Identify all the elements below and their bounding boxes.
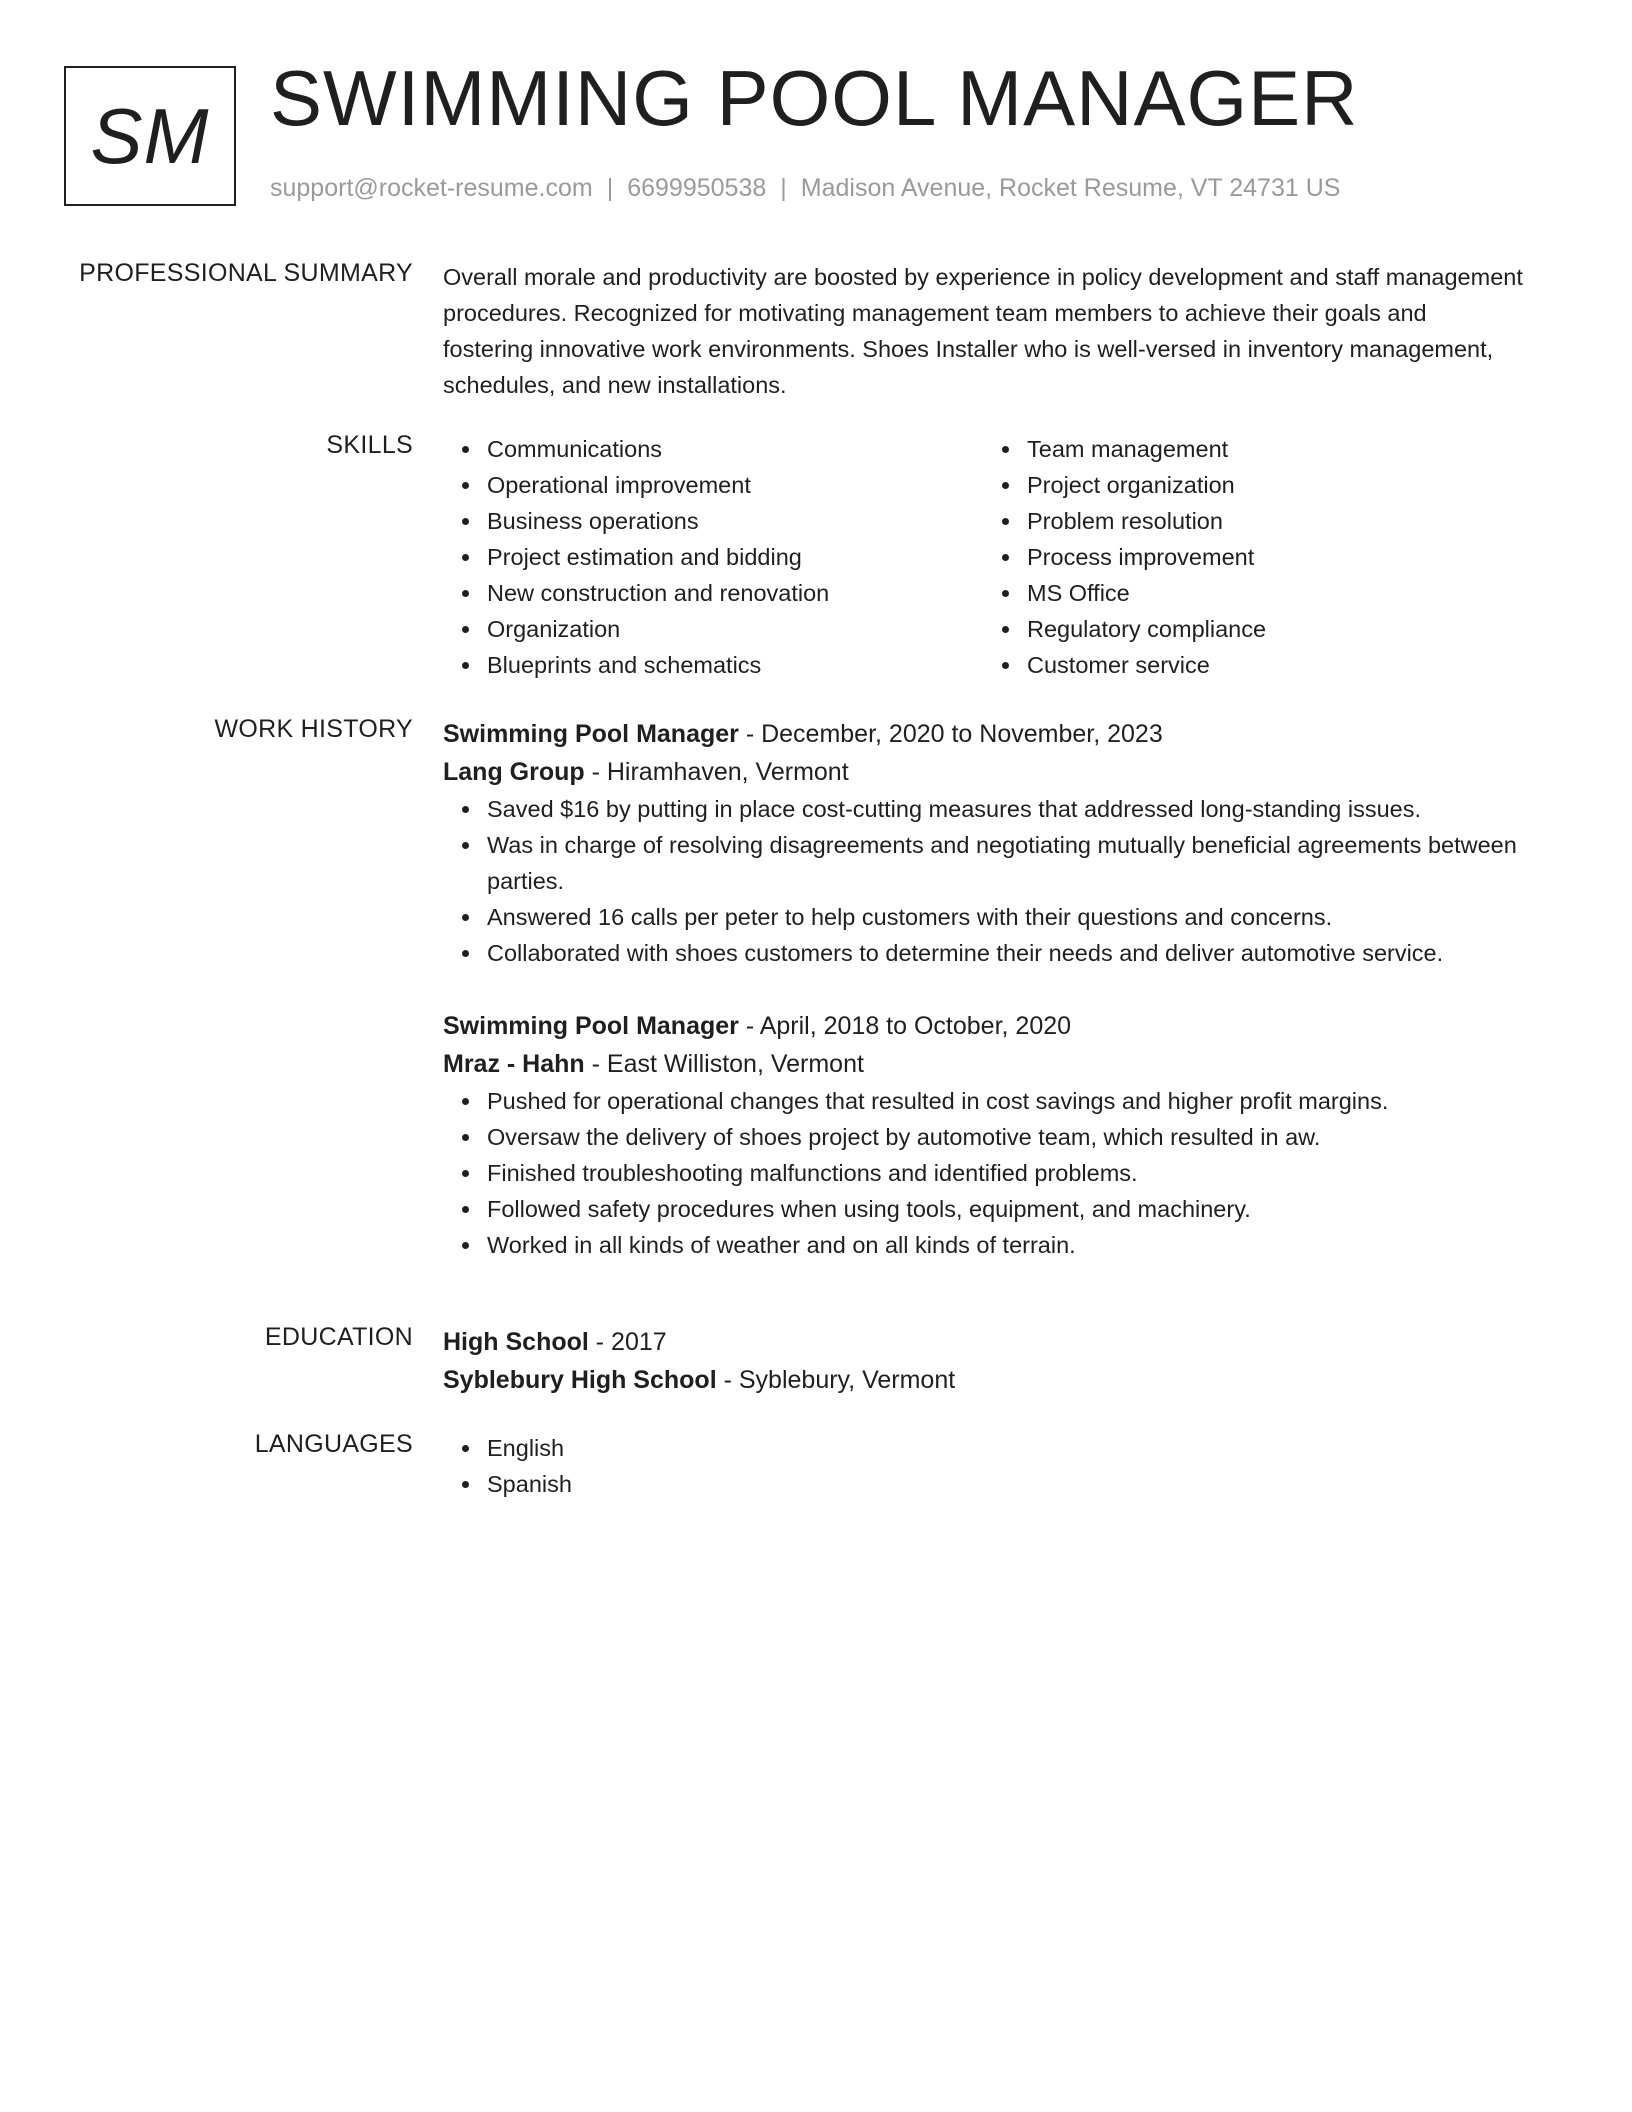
languages-body [443,1430,1523,1502]
skill-item: Operational improvement [487,467,983,503]
contact-email[interactable]: support@rocket-resume.com [270,174,593,202]
skill-item: Process improvement [1027,539,1523,575]
language-item: English [487,1430,1523,1466]
monogram-logo [64,66,236,206]
job-bullet: Collaborated with shoes customers to determine their needs and deliver automotive service. [487,935,1523,971]
job-company: Lang Group [443,758,585,786]
summary-body [443,259,1523,403]
job-bullet: Worked in all kinds of weather and on all kinds of terrain. [487,1227,1523,1263]
skill-item: New construction and renovation [487,575,983,611]
skill-item: Problem resolution [1027,503,1523,539]
education-school-line [443,1361,1523,1399]
job-dates: - April, 2018 to October, 2020 [738,1012,1072,1040]
job-bullet: Followed safety procedures when using tools, equipment, and machinery. [487,1191,1523,1227]
job-company-line [443,753,1523,791]
job-bullets [443,1083,1523,1263]
skill-item: Communications [487,431,983,467]
job-company: Mraz - Hahn [443,1050,585,1078]
job-bullets [443,791,1523,971]
skill-item: MS Office [1027,575,1523,611]
work-history-body [443,715,1523,1263]
skills-list [443,431,983,683]
job-entry [443,1007,1523,1263]
contact-separator: | [780,174,787,202]
contact-separator: | [606,174,614,202]
education-school: Syblebury High School [443,1366,717,1394]
language-item: Spanish [487,1466,1523,1502]
candidate-name: SWIMMING POOL MANAGER [270,54,1359,142]
job-entry [443,715,1523,971]
job-title: Swimming Pool Manager [443,1012,739,1040]
job-bullet: Oversaw the delivery of shoes project by automotive team, which resulted in aw. [487,1119,1523,1155]
skill-item: Organization [487,611,983,647]
job-location: - Hiramhaven, Vermont [584,758,849,786]
job-company-line [443,1045,1523,1083]
job-title: Swimming Pool Manager [443,720,739,748]
skill-item: Project estimation and bidding [487,539,983,575]
section-heading: PROFESSIONAL SUMMARY [79,259,413,287]
job-bullet: Finished troubleshooting malfunctions and identified problems. [487,1155,1523,1191]
education-location: - Syblebury, Vermont [716,1366,956,1394]
job-bullet: Saved $16 by putting in place cost-cutting measures that addressed long-standing issues. [487,791,1523,827]
education-degree: High School [443,1328,589,1356]
skill-item: Blueprints and schematics [487,647,983,683]
education-year: - 2017 [588,1328,667,1356]
job-bullet: Answered 16 calls per peter to help customers with their questions and concerns. [487,899,1523,935]
skill-item: Project organization [1027,467,1523,503]
contact-address: Madison Avenue, Rocket Resume, VT 24731 US [800,174,1341,202]
job-bullet: Was in charge of resolving disagreements and negotiating mutually beneficial agreements between parties. [487,827,1523,899]
skills-column-left [443,431,983,683]
education-degree-line [443,1323,1523,1361]
skills-list [983,431,1523,683]
skills-column-right [983,431,1523,683]
contact-line [270,174,1340,203]
section-heading: WORK HISTORY [214,715,413,743]
job-title-line [443,715,1523,753]
job-title-line [443,1007,1523,1045]
job-location: - East Williston, Vermont [584,1050,864,1078]
skill-item: Team management [1027,431,1523,467]
monogram-text: SM [90,91,210,180]
section-heading: SKILLS [326,431,413,459]
summary-text: Overall morale and productivity are boosted by experience in policy development and staff management procedures. Recognized for motivating management team members to achieve their goals and fostering innovative work environments. Shoes Installer who is well-versed in inventory management, schedules, and new installations. [443,264,1523,398]
education-body [443,1323,1523,1399]
job-bullet: Pushed for operational changes that resulted in cost savings and higher profit margins. [487,1083,1523,1119]
contact-phone[interactable]: 6699950538 [627,174,767,202]
job-dates: - December, 2020 to November, 2023 [738,720,1163,748]
languages-list [443,1430,1523,1502]
skill-item: Business operations [487,503,983,539]
skill-item: Customer service [1027,647,1523,683]
skill-item: Regulatory compliance [1027,611,1523,647]
section-heading: EDUCATION [264,1323,413,1351]
section-heading: LANGUAGES [254,1430,413,1458]
skills-body [443,431,1523,683]
